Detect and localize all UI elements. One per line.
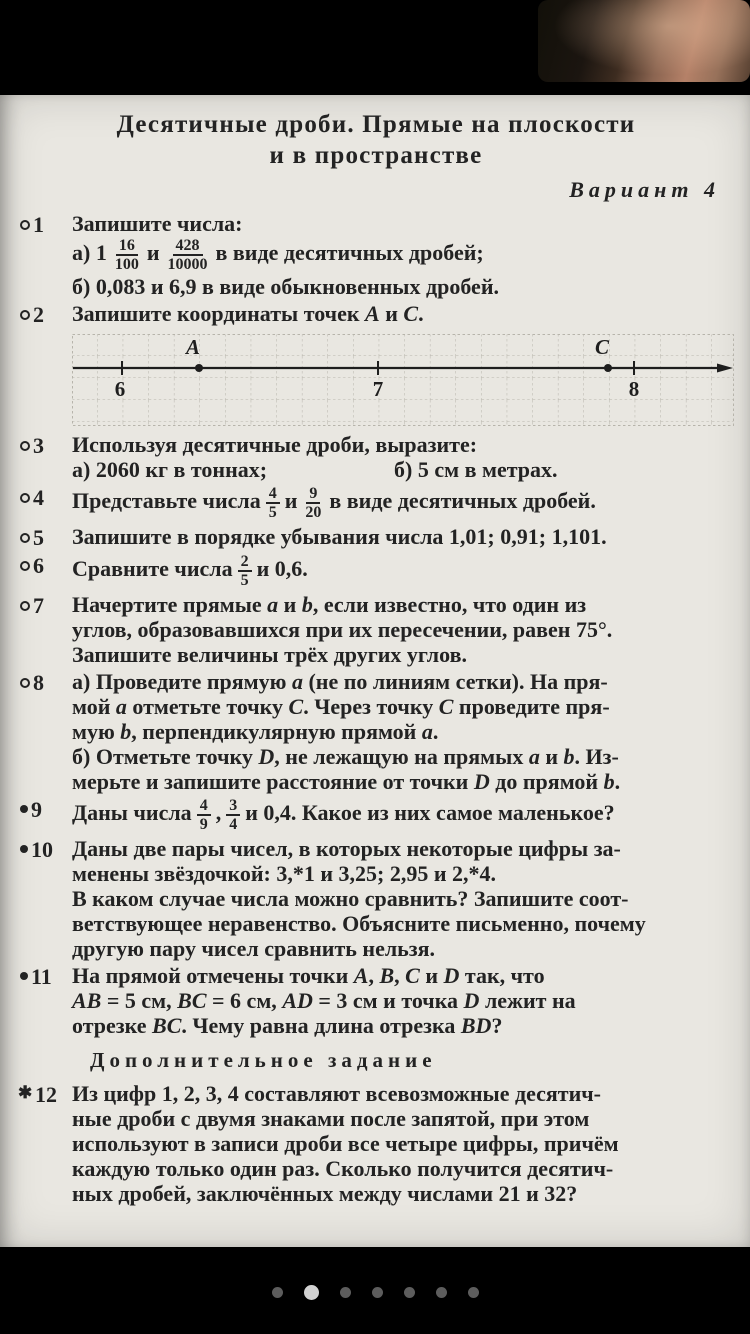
task-text-line: Даны две пары чисел, в которых некоторые цифры за- xyxy=(72,836,621,861)
task-text-line: используют в записи дроби все четыре цифры, причём xyxy=(72,1131,619,1156)
task-text: а) 1 xyxy=(72,240,107,266)
title-line-2: и в пространстве xyxy=(269,142,483,169)
pagination-dot[interactable] xyxy=(404,1287,415,1298)
task-number: 4 xyxy=(33,485,44,510)
tick-label-7: 7 xyxy=(372,377,384,401)
task-text-line xyxy=(72,484,734,522)
fraction-numerator: 16 xyxy=(116,237,138,256)
task-11-label xyxy=(18,963,72,1038)
task-9 xyxy=(18,796,734,834)
task-10 xyxy=(18,836,734,961)
task-text-line: AB = 5 см, BC = 6 см, AD = 3 см и точка D лежит на xyxy=(72,988,576,1013)
task-11-body xyxy=(72,963,734,1038)
task-5-body xyxy=(72,524,734,550)
document-page[interactable] xyxy=(0,95,750,1247)
task-number: 10 xyxy=(31,837,53,862)
fraction-numerator: 4 xyxy=(197,797,211,816)
fraction xyxy=(302,485,324,521)
task-text-line: Начертите прямые a и b, если известно, что один из xyxy=(72,592,587,617)
task-text: в виде десятичных дробей; xyxy=(215,240,484,266)
task-marker-icon xyxy=(20,972,28,980)
task-10-label xyxy=(18,836,72,961)
task-2 xyxy=(18,301,734,430)
task-1-body xyxy=(72,211,734,299)
task-text: и xyxy=(284,488,298,514)
fraction-denominator: 5 xyxy=(240,572,249,589)
task-7-label xyxy=(18,592,72,667)
pagination-dot[interactable] xyxy=(304,1285,319,1300)
task-text-line: Из цифр 1, 2, 3, 4 составляют всевозможные десятич- xyxy=(72,1081,601,1106)
pagination-dot[interactable] xyxy=(272,1287,283,1298)
task-12-body xyxy=(72,1081,734,1206)
pagination-dot[interactable] xyxy=(372,1287,383,1298)
fraction-denominator: 9 xyxy=(199,816,208,833)
task-text-line: ных дробей, заключённых между числами 21 и 32? xyxy=(72,1181,578,1206)
task-text-line: ные дроби с двумя знаками после запятой, при этом xyxy=(72,1106,590,1131)
point-a-dot xyxy=(195,364,203,372)
task-number: 6 xyxy=(33,553,44,578)
number-line-figure xyxy=(72,334,734,426)
task-12 xyxy=(18,1081,734,1206)
task-text-line: мую b, перпендикулярную прямой a. xyxy=(72,719,439,744)
task-5-label xyxy=(18,524,72,550)
task-3-label xyxy=(18,432,72,482)
fraction-numerator: 3 xyxy=(226,797,240,816)
task-number: 3 xyxy=(33,433,44,458)
task-text-line: а) Проведите прямую a (не по линиям сетки). На пря- xyxy=(72,669,608,694)
task-2-label xyxy=(18,301,72,430)
task-text-line: б) Отметьте точку D, не лежащую на прямых a и b. Из- xyxy=(72,744,619,769)
task-text-line xyxy=(72,796,734,834)
tick-label-6: 6 xyxy=(114,377,126,401)
task-text: Даны числа xyxy=(72,800,192,826)
task-text-line: углов, образовавшихся при их пересечении, равен 75°. xyxy=(72,617,613,642)
task-marker-icon xyxy=(20,493,30,503)
tick-label-8: 8 xyxy=(628,377,640,401)
task-1-label xyxy=(18,211,72,299)
fraction-numerator: 9 xyxy=(306,485,320,504)
task-8-body xyxy=(72,669,734,794)
task-text: а) 2060 кг в тоннах; xyxy=(72,457,268,482)
extra-task-heading: Дополнительное задание xyxy=(90,1048,437,1072)
task-text: Сравните числа xyxy=(72,556,233,582)
task-marker-icon xyxy=(20,1090,32,1098)
task-3-body xyxy=(72,432,734,482)
task-11 xyxy=(18,963,734,1038)
fraction xyxy=(165,237,211,273)
task-text-line: Запишите числа: xyxy=(72,211,243,236)
task-text-line xyxy=(72,236,734,274)
task-6 xyxy=(18,552,734,590)
task-12-label xyxy=(18,1081,72,1206)
title-line-1: Десятичные дроби. Прямые на плоскости xyxy=(116,111,636,138)
task-text-line: отрезке BC. Чему равна длина отрезка BD? xyxy=(72,1013,503,1038)
task-10-body xyxy=(72,836,734,961)
task-7 xyxy=(18,592,734,667)
task-text: б) 5 см в метрах. xyxy=(394,457,558,482)
task-text: и 0,6. xyxy=(256,556,308,582)
task-marker-icon xyxy=(20,533,30,543)
task-text-line: Запишите в порядке убывания числа 1,01; 0,91; 1,101. xyxy=(72,524,607,549)
pagination-dots xyxy=(0,1285,750,1300)
top-bar xyxy=(0,0,750,95)
task-4-label xyxy=(18,484,72,522)
task-number: 2 xyxy=(33,302,44,327)
task-marker-icon xyxy=(20,310,30,320)
fraction-denominator: 4 xyxy=(229,816,238,833)
task-2-body xyxy=(72,301,734,430)
task-text-line: В каком случае числа можно сравнить? Запишите соот- xyxy=(72,886,629,911)
task-text-line xyxy=(72,457,734,482)
task-number: 11 xyxy=(31,964,52,989)
task-text-line xyxy=(72,552,734,590)
task-number: 5 xyxy=(33,525,44,550)
camera-preview-thumbnail[interactable] xyxy=(538,0,750,82)
fraction xyxy=(197,797,211,833)
point-c-label: C xyxy=(594,335,610,359)
task-9-label xyxy=(18,796,72,834)
task-1 xyxy=(18,211,734,299)
fraction-denominator: 20 xyxy=(305,504,322,521)
task-text: и xyxy=(146,240,160,266)
task-number: 1 xyxy=(33,212,44,237)
task-marker-icon xyxy=(20,601,30,611)
fraction xyxy=(238,553,252,589)
task-text-line: Запишите координаты точек A и C. xyxy=(72,301,424,326)
worksheet xyxy=(0,95,750,1206)
pagination-dot[interactable] xyxy=(468,1287,479,1298)
task-6-body xyxy=(72,552,734,590)
task-4-body xyxy=(72,484,734,522)
fraction xyxy=(112,237,142,273)
task-text-line: б) 0,083 и 6,9 в виде обыкновенных дробей. xyxy=(72,274,500,299)
task-text-line: Запишите величины трёх других углов. xyxy=(72,642,467,667)
page-title xyxy=(18,109,734,171)
task-4 xyxy=(18,484,734,522)
task-marker-icon xyxy=(20,678,30,688)
task-9-body xyxy=(72,796,734,834)
pagination-dot[interactable] xyxy=(340,1287,351,1298)
task-marker-icon xyxy=(20,805,28,813)
fraction-numerator: 2 xyxy=(238,553,252,572)
variant-label: Вариант 4 xyxy=(569,177,720,202)
task-8-label xyxy=(18,669,72,794)
task-marker-icon xyxy=(20,561,30,571)
task-marker-icon xyxy=(20,845,28,853)
task-text-line: На прямой отмечены точки A, B, C и D так, что xyxy=(72,963,545,988)
task-text-line: каждую только один раз. Сколько получится десятич- xyxy=(72,1156,614,1181)
task-number: 8 xyxy=(33,670,44,695)
task-7-body xyxy=(72,592,734,667)
task-8 xyxy=(18,669,734,794)
fraction-numerator: 4 xyxy=(266,485,280,504)
task-marker-icon xyxy=(20,220,30,230)
fraction xyxy=(266,485,280,521)
task-text-line: другую пару чисел сравнить нельзя. xyxy=(72,936,436,961)
task-marker-icon xyxy=(20,441,30,451)
fraction-denominator: 10000 xyxy=(167,256,208,273)
task-3 xyxy=(18,432,734,482)
point-c-dot xyxy=(604,364,612,372)
task-text-line: ветствующее неравенство. Объясните письменно, почему xyxy=(72,911,646,936)
task-number: 7 xyxy=(33,593,44,618)
task-text: Представьте числа xyxy=(72,488,261,514)
task-text-line: мерьте и запишите расстояние от точки D до прямой b. xyxy=(72,769,621,794)
task-text-line: менены звёздочкой: 3,*1 и 3,25; 2,95 и 2,*4. xyxy=(72,861,497,886)
fraction xyxy=(226,797,240,833)
task-number: 9 xyxy=(31,797,42,822)
point-a-label: A xyxy=(185,335,201,359)
fraction-denominator: 5 xyxy=(268,504,277,521)
task-text: и 0,4. Какое из них самое маленькое? xyxy=(245,800,615,826)
task-text-line: мой a отметьте точку C. Через точку C проведите пря- xyxy=(72,694,610,719)
task-number: 12 xyxy=(35,1082,57,1107)
fraction-denominator: 100 xyxy=(114,256,139,273)
task-6-label xyxy=(18,552,72,590)
pagination-dot[interactable] xyxy=(436,1287,447,1298)
task-5 xyxy=(18,524,734,550)
task-text: в виде десятичных дробей. xyxy=(329,488,596,514)
task-text-line: Используя десятичные дроби, выразите: xyxy=(72,432,478,457)
fraction-numerator: 428 xyxy=(173,237,203,256)
task-text: , xyxy=(215,800,222,826)
